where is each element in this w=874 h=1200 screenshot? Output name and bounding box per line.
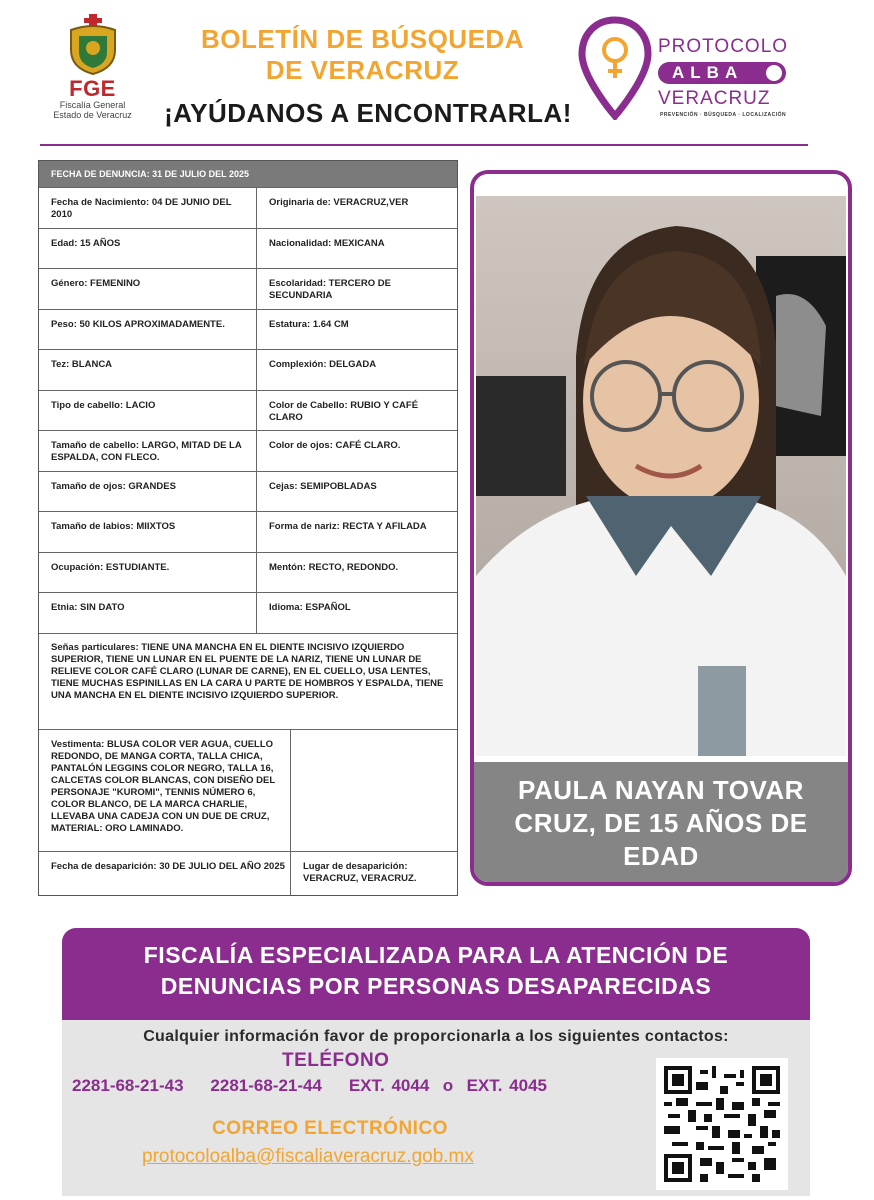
header-divider: [40, 144, 808, 146]
title-line1: BOLETÍN DE BÚSQUEDA: [201, 24, 524, 54]
contact-section: [62, 1020, 810, 1196]
table-row: [39, 592, 457, 633]
magnifier-icon: [766, 65, 782, 81]
email-label: CORREO ELECTRÓNICO: [212, 1118, 448, 1139]
fge-sub1: Fiscalía General: [59, 100, 126, 110]
location-pin-icon: [578, 16, 652, 120]
eyebrows: Cejas: SEMIPOBLADAS: [269, 480, 377, 492]
chin: Mentón: RECTO, REDONDO.: [269, 561, 399, 573]
schooling: Escolaridad: TERCERO DE SECUNDARIA: [269, 278, 391, 301]
build: Complexión: DELGADA: [269, 359, 377, 370]
alba-word: ALBA: [672, 63, 744, 82]
alba-pill: [658, 62, 786, 84]
alba-veracruz: VERACRUZ: [658, 88, 771, 109]
table-row: [39, 309, 457, 350]
fiscalia-banner: [62, 928, 810, 1020]
disappearance-date: Fecha de desaparición: 30 DE JULIO DEL AÑO 2025: [39, 852, 291, 895]
eye-size: Tamaño de ojos: GRANDES: [39, 472, 257, 512]
table-row: [39, 471, 457, 512]
complexion-tone: Tez: BLANCA: [39, 350, 257, 390]
lip-size: Tamaño de labios: MIIXTOS: [39, 512, 257, 552]
birth-date: Fecha de Nacimiento: 04 DE JUNIO DEL 2010: [39, 188, 257, 228]
fge-wordmark: FGE: [69, 76, 116, 101]
eye-color: Color de ojos: CAFÉ CLARO.: [269, 440, 401, 451]
protocolo-alba-logo: [578, 16, 798, 126]
disappearance-place: Lugar de desaparición: VERACRUZ, VERACRUZ.: [303, 860, 417, 884]
ethnicity: Etnia: SIN DATO: [39, 593, 257, 633]
clothing: Vestimenta: BLUSA COLOR VER AGUA, CUELLO REDONDO, DE MANGA CORTA, TALLA CHICA, PANTALÓN LEGGINS COLOR NEGRO, TALLA 16, CALCETAS COLOR BLANCAS, CON DISEÑO DEL PERSONAJE "KUROMI", TENNIS NÚMERO 6, COLOR BLANCO, DE LA MARCA CHARLIE, LLEVABA UNA CADEJA CON UN DUE DE CRUZ, MATERIAL: ORO LAMINADO.: [39, 730, 291, 851]
empty-cell: [291, 730, 457, 851]
nose-shape: Forma de nariz: RECTA Y AFILADA: [269, 521, 427, 532]
banner-line1: FISCALÍA ESPECIALIZADA PARA LA ATENCIÓN DE: [143, 942, 729, 968]
table-row: [39, 430, 457, 471]
table-row: [39, 187, 457, 228]
table-row: [39, 729, 457, 851]
age: Edad: 15 AÑOS: [39, 229, 257, 269]
weight: Peso: 50 KILOS APROXIMADAMENTE.: [39, 310, 257, 350]
banner-line2: DENUNCIAS POR PERSONAS DESAPARECIDAS: [160, 973, 712, 999]
report-date: FECHA DE DENUNCIA: 31 DE JULIO DEL 2025: [39, 161, 457, 187]
origin: Originaria de: VERACRUZ,VER: [269, 197, 409, 208]
alba-tagline: PREVENCIÓN · BÚSQUEDA · LOCALIZACIÓN: [660, 112, 787, 118]
phone-label: TELÉFONO: [282, 1050, 390, 1071]
table-row: [39, 851, 457, 895]
alba-protocolo: PROTOCOLO: [658, 36, 789, 57]
person-name: PAULA NAYAN TOVAR CRUZ, DE 15 AÑOS DE EDAD: [474, 762, 848, 886]
phone-numbers[interactable]: 2281-68-21-43 2281-68-21-44 EXT. 4044 o EXT. 4045: [72, 1076, 548, 1095]
table-row: [39, 511, 457, 552]
contact-lead: Cualquier información favor de proporcionarla a los siguientes contactos:: [143, 1028, 729, 1045]
person-photo: [476, 196, 846, 756]
email-link[interactable]: protocoloalba@fiscaliaveracruz.gob.mx: [142, 1146, 474, 1167]
shield-icon: [65, 14, 121, 76]
language: Idioma: ESPAÑOL: [269, 602, 351, 613]
table-row: [39, 552, 457, 593]
qr-code-icon[interactable]: [656, 1058, 788, 1190]
gender: Género: FEMENINO: [39, 269, 257, 309]
hair-color: Color de Cabello: RUBIO Y CAFÉ CLARO: [269, 399, 419, 423]
height: Estatura: 1.64 CM: [269, 318, 349, 330]
fge-sub2: Estado de Veracruz: [53, 110, 132, 120]
table-row: [39, 268, 457, 309]
table-row: [39, 633, 457, 729]
table-row: [39, 228, 457, 269]
hair-type: Tipo de cabello: LACIO: [39, 391, 257, 431]
hair-length: Tamaño de cabello: LARGO, MITAD DE LA ESPALDA, CON FLECO.: [39, 431, 257, 471]
fge-logo: [40, 14, 145, 132]
occupation: Ocupación: ESTUDIANTE.: [39, 553, 257, 593]
bulletin-title: [170, 24, 555, 86]
help-subtitle: ¡AYÚDANOS A ENCONTRARLA!: [164, 98, 572, 128]
table-row: [39, 390, 457, 431]
photo-frame: [470, 170, 852, 886]
table-row: [39, 349, 457, 390]
nationality: Nacionalidad: MEXICANA: [269, 237, 385, 249]
person-data-table: [38, 160, 458, 896]
title-line2: DE VERACRUZ: [265, 55, 460, 85]
distinguishing-marks: Señas particulares: TIENE UNA MANCHA EN EL DIENTE INCISIVO IZQUIERDO SUPERIOR, TIENE UN LUNAR EN EL PUENTE DE LA NARIZ, TIENE UN LUNAR DE RELIEVE COLOR CAFÉ CLARO (LUNAR DE CARNE), EN EL CUELLO, USA LENTES, TIENE MUCHAS ESPINILLAS EN LA CARA U PARTE DE HOMBROS Y ESPALDA, TIENE UNA MANCHA EN EL DIENTE INCISIVO IZQUIERDO SUPERIOR.: [51, 641, 444, 701]
